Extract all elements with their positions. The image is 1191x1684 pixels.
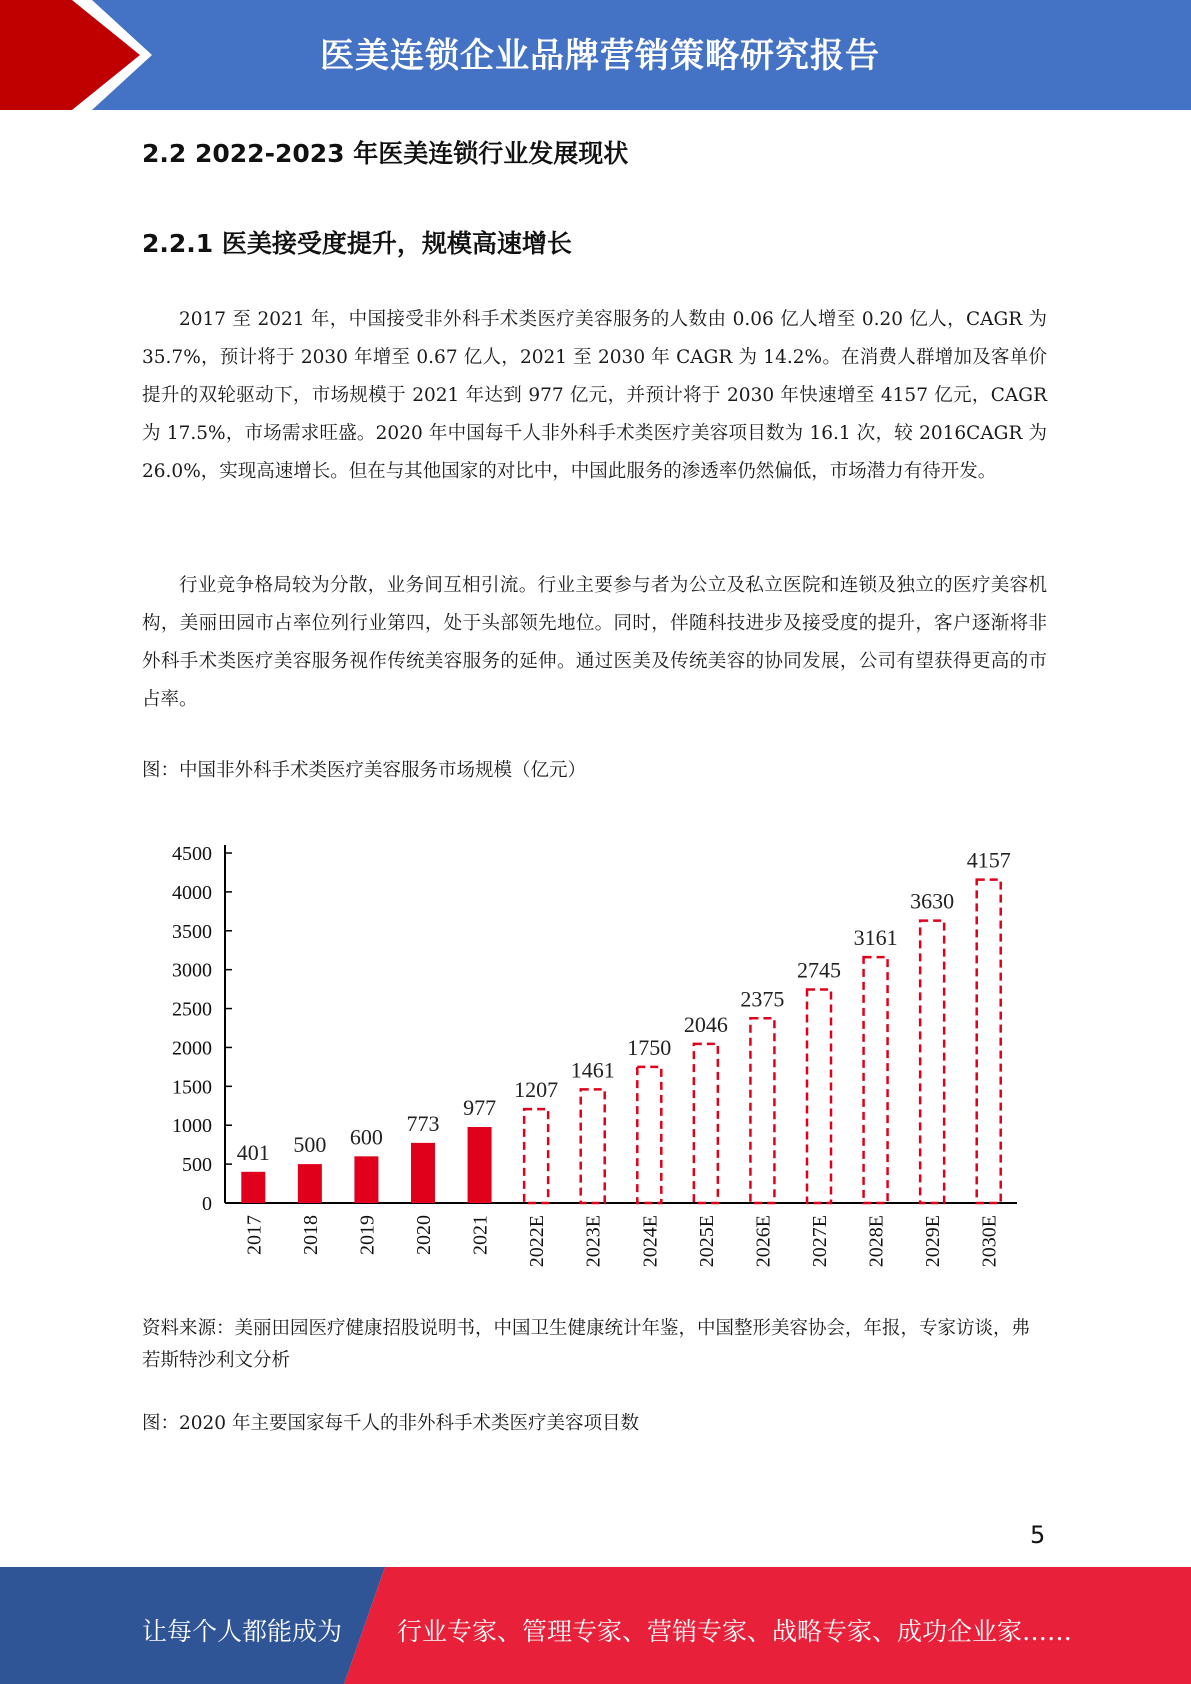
body-paragraph: 行业竞争格局较为分散，业务间互相引流。行业主要参与者为公立及私立医院和连锁及独立的医疗美容机构，美丽田园市占率位列行业第四，处于头部领先地位。同时，伴随科技进步及接受度的提升，客户逐渐将非外科手术类医疗美容服务视作传统美容服务的延伸。通过医美及传统美容的协同发展，公司有望获得更高的市占率。 <box>142 575 1047 710</box>
y-tick-label: 4500 <box>172 843 212 865</box>
bar-value-label: 2745 <box>797 957 841 983</box>
y-tick-label: 4000 <box>172 881 212 904</box>
bar <box>354 1156 378 1203</box>
market-size-chart <box>142 828 1042 1298</box>
bar <box>298 1164 322 1203</box>
bar-value-label: 401 <box>236 1139 270 1165</box>
section-title: 2.2 2022-2023 年医美连锁行业发展现状 <box>142 139 629 168</box>
bar-value-label: 4157 <box>966 847 1011 873</box>
x-tick-label: 2017 <box>243 1215 266 1255</box>
bar <box>241 1172 265 1203</box>
footer-slogan: 让每个人都能成为 <box>142 1617 343 1646</box>
y-tick-label: 1000 <box>172 1115 212 1138</box>
page-number: 5 <box>1030 1521 1046 1549</box>
x-tick-label: 2025E <box>695 1215 718 1268</box>
bar-value-label: 1750 <box>627 1034 672 1060</box>
y-tick-label: 2500 <box>172 998 212 1021</box>
bar-value-label: 600 <box>349 1124 383 1150</box>
bar-forecast <box>637 1067 661 1203</box>
x-tick-label: 2029E <box>922 1215 945 1268</box>
header-arrow-icon <box>0 0 160 110</box>
footer-roles: 行业专家、管理专家、营销专家、战略专家、成功企业家…… <box>397 1617 1073 1646</box>
bar-value-label: 3161 <box>853 925 898 951</box>
x-tick-label: 2022E <box>526 1215 549 1268</box>
header-title: 医美连锁企业品牌营销策略研究报告 <box>320 36 880 76</box>
bar-forecast <box>807 990 831 1204</box>
bar-forecast <box>864 957 888 1203</box>
y-tick-label: 1500 <box>172 1076 212 1099</box>
y-tick-label: 2000 <box>172 1037 212 1060</box>
bar-forecast <box>750 1018 774 1203</box>
bar-value-label: 500 <box>293 1132 327 1158</box>
y-tick-label: 500 <box>182 1154 212 1177</box>
x-tick-label: 2020 <box>413 1215 435 1255</box>
x-tick-label: 2023E <box>582 1215 605 1268</box>
bar-value-label: 3630 <box>910 888 955 914</box>
bar <box>411 1143 435 1203</box>
bar-forecast <box>977 880 1001 1203</box>
y-tick-label: 3000 <box>172 959 212 982</box>
figure-caption: 图：中国非外科手术类医疗美容服务市场规模（亿元） <box>142 760 587 781</box>
bar-forecast <box>920 921 944 1203</box>
bar-value-label: 1207 <box>514 1077 559 1103</box>
header-band <box>0 0 1191 110</box>
bar-value-label: 977 <box>463 1095 497 1121</box>
y-tick-label: 0 <box>202 1193 212 1215</box>
bar-value-label: 1461 <box>570 1057 615 1083</box>
bar-value-label: 2375 <box>740 986 785 1012</box>
x-tick-label: 2019 <box>356 1215 379 1255</box>
bar-forecast <box>581 1089 605 1203</box>
x-tick-label: 2027E <box>809 1215 831 1268</box>
x-tick-label: 2028E <box>865 1215 888 1268</box>
x-tick-label: 2026E <box>752 1215 775 1268</box>
body-paragraph: 2017 至 2021 年，中国接受非外科手术类医疗美容服务的人数由 0.06 亿人增至 0.20 亿人，CAGR 为 35.7%，预计将于 2030 年增至 0.67 亿人，2021 至 2030 年 CAGR 为 14.2%。在消费人群增加及客单价提升的双轮驱动下，市场规模于 2021 年达到 977 亿元，并预计将于 2030 年快速增至 4157 亿元，CAGR 为 17.5%，市场需求旺盛。2020 年中国每千人非外科手术类医疗美容项目数为 16.1 次，较 2016CAGR 为 26.0%，实现高速增长。但在与其他国家的对比中，中国此服务的渗透率仍然偏低，市场潜力有待开发。 <box>142 309 1047 482</box>
x-tick-label: 2018 <box>299 1215 322 1255</box>
x-tick-label: 2021 <box>469 1215 492 1255</box>
figure-caption-2: 图：2020 年主要国家每千人的非外科手术类医疗美容项目数 <box>142 1413 639 1434</box>
subsection-title: 2.2.1 医美接受度提升，规模高速增长 <box>142 229 572 258</box>
y-tick-label: 3500 <box>172 920 212 943</box>
x-tick-label: 2024E <box>639 1215 662 1268</box>
bar-forecast <box>694 1044 718 1203</box>
bar-value-label: 2046 <box>683 1011 728 1037</box>
bar-forecast <box>524 1109 548 1203</box>
source-note: 资料来源：美丽田园医疗健康招股说明书，中国卫生健康统计年鉴，中国整形美容协会，年报，专家访谈，弗若斯特沙利文分析 <box>142 1318 1031 1371</box>
bar <box>468 1127 492 1203</box>
bar-value-label: 773 <box>406 1110 440 1136</box>
x-tick-label: 2030E <box>978 1215 1001 1268</box>
